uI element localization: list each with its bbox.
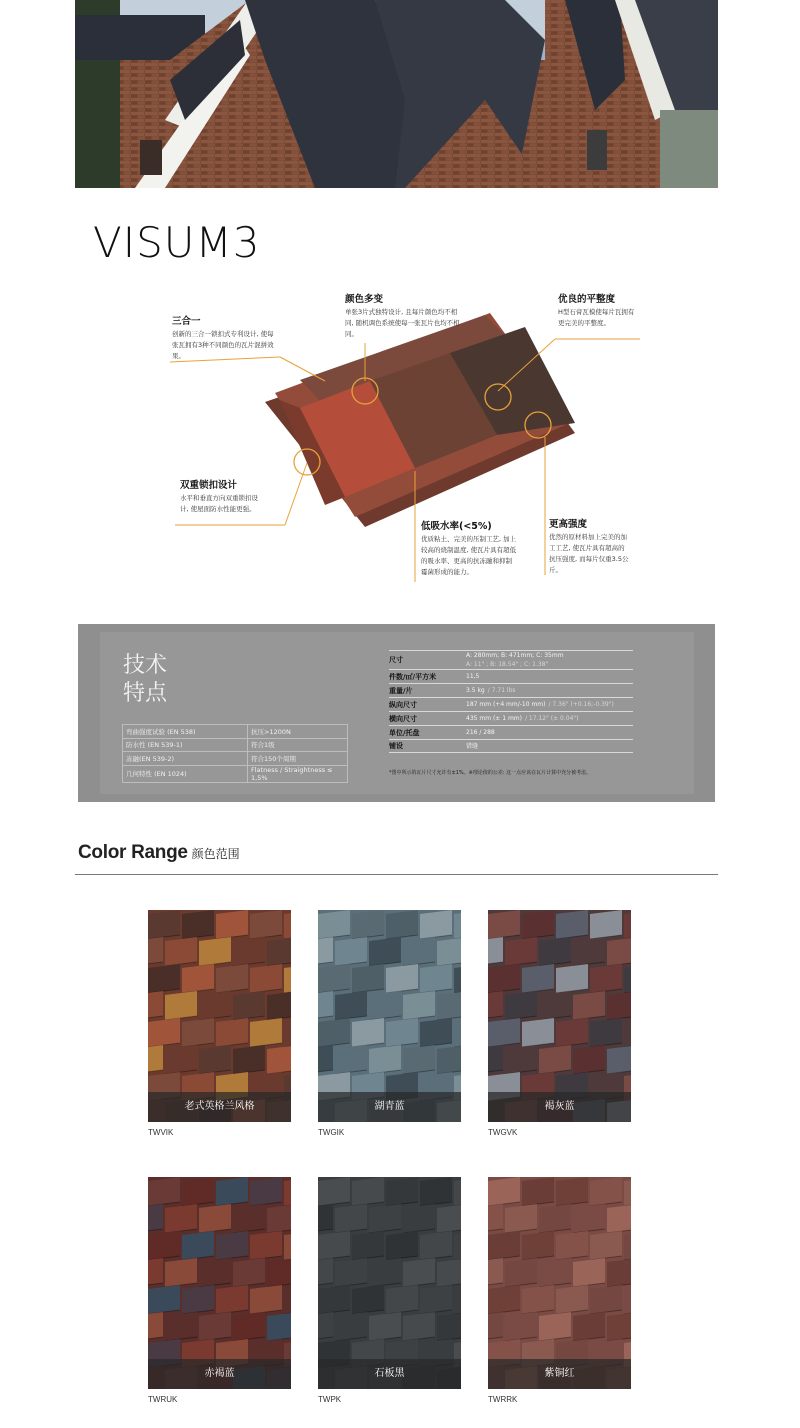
test-row xyxy=(123,765,348,782)
test-value: 符合150个周期 xyxy=(248,752,348,766)
spec-label: 纵向尺寸 xyxy=(389,700,417,709)
spec-value-main: A: 280mm; B: 471mm; C: 35mm xyxy=(466,652,564,659)
test-row xyxy=(123,725,348,739)
swatch-name: 褐灰蓝 xyxy=(488,1092,631,1122)
swatch-tile-photo xyxy=(318,910,461,1122)
spec-value-main: 11,5 xyxy=(466,673,480,680)
spec-value-main: 216 / 288 xyxy=(466,729,495,736)
color-swatch[interactable] xyxy=(148,1177,291,1389)
callout-color-variety xyxy=(345,291,460,340)
test-row xyxy=(123,738,348,752)
swatch-code: TWVIK xyxy=(148,1128,174,1137)
callout-desc: H型石膏瓦模使每片瓦拥有更完美的平整度。 xyxy=(558,308,635,327)
test-name: 弯曲强度试验 (EN 538) xyxy=(123,725,248,739)
spec-value-main: 错缝 xyxy=(466,742,479,750)
callout-desc: 优质粘土、完美的压制工艺, 加上较高的烧制温度, 使瓦片具有超低的吸水率、更高的抗冻融和抑制霉菌形成的能力。 xyxy=(421,535,517,576)
callout-desc: 水平和垂直方向双重锁扣设计, 使屋面防水性能更强。 xyxy=(180,494,258,513)
swatch-name: 赤褐蓝 xyxy=(148,1359,291,1389)
callout-title: 三合一 xyxy=(172,316,201,327)
test-name: 防水性 (EN 539-1) xyxy=(123,738,248,752)
swatch-name: 老式英格兰风格 xyxy=(148,1092,291,1122)
swatch-code: TWRUK xyxy=(148,1395,178,1404)
test-value: 抗压>1200N xyxy=(248,725,348,739)
color-swatch[interactable] xyxy=(488,1177,631,1389)
color-swatch[interactable] xyxy=(318,910,461,1122)
callout-low-absorption xyxy=(421,518,517,578)
spec-row xyxy=(389,683,633,697)
spec-row xyxy=(389,711,633,725)
color-swatch[interactable] xyxy=(318,1177,461,1389)
spec-value-main: 435 mm (± 1 mm) xyxy=(466,715,522,722)
test-name: 冻融(EN 539-2) xyxy=(123,752,248,766)
spec-value xyxy=(466,714,579,723)
callout-title: 更高强度 xyxy=(549,519,588,530)
test-name: 几何特性 (EN 1024) xyxy=(123,765,248,782)
swatch-code: TWGVK xyxy=(488,1128,518,1137)
callout-title: 优良的平整度 xyxy=(558,294,616,305)
spec-value-sub: / 17.12" (± 0.04") xyxy=(525,715,579,722)
callout-desc: 优然的原材料加上完美的加工工艺, 使瓦片具有超高的抗压强度, 而每片仅重3.5公斤。 xyxy=(549,533,629,574)
spec-label: 件数/㎡/平方米 xyxy=(389,672,437,681)
color-swatch[interactable] xyxy=(488,910,631,1122)
color-range-header xyxy=(78,842,240,864)
swatch-name: 紫铜红 xyxy=(488,1359,631,1389)
callout-desc: 创新的三合一锁扣式专利设计, 使每张瓦拥有3种不同颜色的瓦片混拼效果。 xyxy=(172,330,274,360)
feature-diagram xyxy=(160,285,650,585)
spec-row xyxy=(389,697,633,711)
callout-desc: 单张3片式独特设计, 且每片颜色均不相同, 随机调色系统使每一张瓦片也均不相同。 xyxy=(345,308,460,338)
spec-value-sub: / 7.36" (+0.16;-0.39") xyxy=(548,701,614,708)
test-results-table xyxy=(122,724,348,783)
spec-value xyxy=(466,651,564,669)
color-range-subtitle: 颜色范围 xyxy=(191,847,240,861)
spec-value-main: 3.5 kg xyxy=(466,687,485,694)
callout-three-in-one xyxy=(172,313,277,362)
swatch-tile-photo xyxy=(148,1177,291,1389)
spec-label: 横向尺寸 xyxy=(389,714,417,723)
spec-value xyxy=(466,700,614,709)
spec-value xyxy=(466,728,495,737)
swatch-tile-photo xyxy=(488,910,631,1122)
product-title: VISUM3 xyxy=(93,218,261,267)
swatch-code: TWGIK xyxy=(318,1128,345,1137)
callout-title: 双重锁扣设计 xyxy=(180,480,238,491)
spec-row xyxy=(389,725,633,739)
spec-label: 重量/片 xyxy=(389,686,413,695)
test-row xyxy=(123,752,348,766)
color-range-title: Color Range xyxy=(78,842,188,863)
test-value: Flatness / Straightness ≤ 1,5% xyxy=(248,765,348,782)
callout-title: 低吸水率(<5%) xyxy=(421,521,492,532)
divider xyxy=(75,874,718,875)
callout-title: 颜色多变 xyxy=(345,294,384,305)
swatch-tile-photo xyxy=(148,910,291,1122)
swatch-name: 石板黑 xyxy=(318,1359,461,1389)
specs-title: 技术特点 xyxy=(123,653,168,706)
tech-specs-panel xyxy=(78,624,715,802)
callout-strength xyxy=(549,516,631,576)
hero-roof-photo xyxy=(75,0,718,188)
spec-note: *图中所示的瓦片尺寸允许有±1%。※理论值的公差: 这一点应该在瓦片计算中充分被考虑。 xyxy=(389,770,592,776)
swatch-code: TWPK xyxy=(318,1395,342,1404)
spec-label: 铺设 xyxy=(389,742,403,750)
spec-label: 尺寸 xyxy=(389,656,403,664)
spec-value xyxy=(466,742,478,751)
spec-list xyxy=(389,650,633,753)
callout-double-lock xyxy=(180,477,260,515)
spec-value xyxy=(466,686,516,695)
test-value: 符合1级 xyxy=(248,738,348,752)
spec-label: 单位/托盘 xyxy=(389,728,420,737)
spec-value-sub: A: 11" ; B: 18.54" ; C: 1.38" xyxy=(466,661,549,668)
spec-value-sub: / 7.71 lbs xyxy=(487,687,516,694)
spec-row xyxy=(389,650,633,669)
color-swatch[interactable] xyxy=(148,910,291,1122)
spec-row xyxy=(389,669,633,683)
callout-flatness xyxy=(558,291,638,329)
spec-value xyxy=(466,672,479,681)
swatch-name: 湖青蓝 xyxy=(318,1092,461,1122)
swatch-tile-photo xyxy=(488,1177,631,1389)
spec-value-main: 187 mm (+4 mm/-10 mm) xyxy=(466,701,546,708)
swatch-code: TWRRK xyxy=(488,1395,518,1404)
spec-row xyxy=(389,739,633,753)
swatch-tile-photo xyxy=(318,1177,461,1389)
